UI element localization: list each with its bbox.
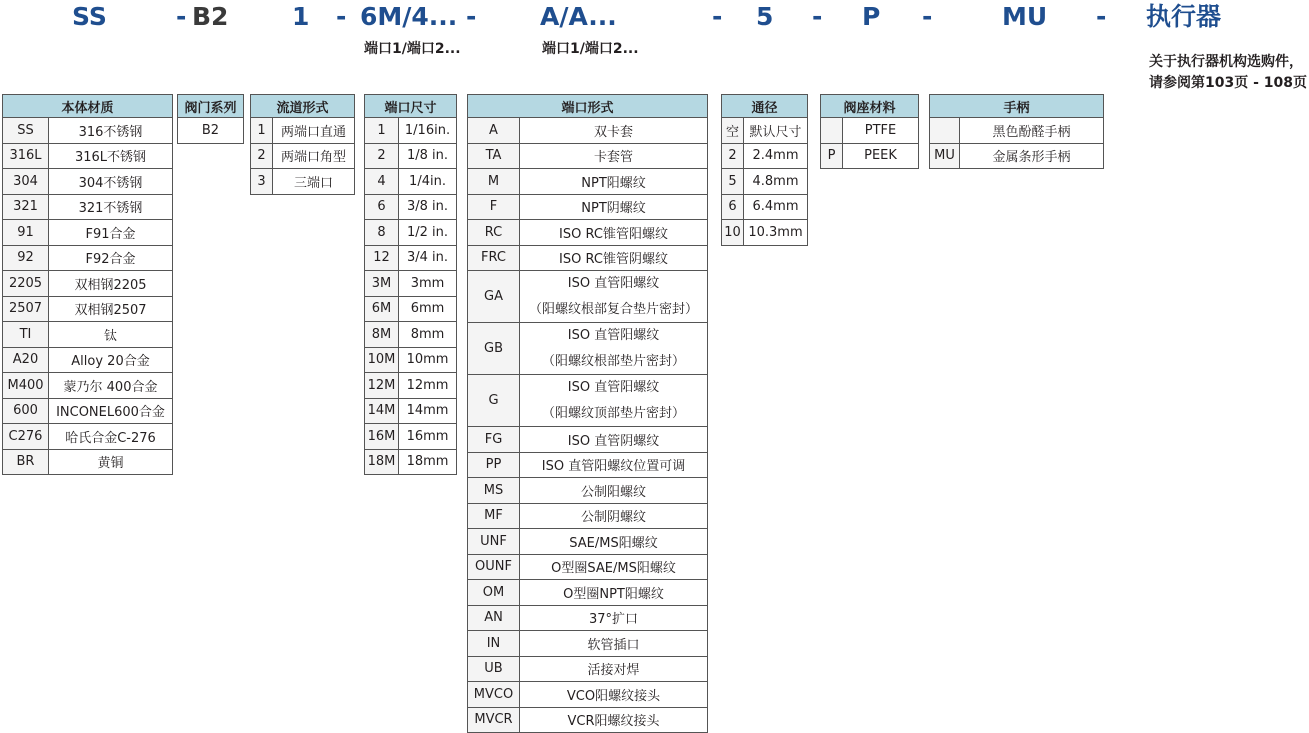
table-row: [468, 271, 708, 323]
table-row: [251, 118, 355, 144]
table-row: [365, 169, 457, 195]
option-description: VCO阳螺纹接头: [520, 682, 708, 708]
option-description: 304不锈钢: [49, 169, 173, 195]
option-code: P: [821, 143, 843, 169]
table-row: [468, 245, 708, 271]
seat-table: [820, 94, 919, 169]
actuator-note-line1: 关于执行器机构选购件，: [1148, 54, 1303, 70]
code-dash-1: -: [176, 2, 187, 31]
option-description: [520, 323, 708, 375]
option-code: 10: [722, 220, 744, 246]
seat-body: [821, 118, 919, 169]
option-description: 两端口角型: [273, 143, 355, 169]
port-body: [468, 118, 708, 733]
option-code: 2: [251, 143, 273, 169]
code-material: SS: [72, 2, 107, 31]
option-code: 3M: [365, 271, 399, 297]
table-row: [821, 143, 919, 169]
option-code: 3: [251, 169, 273, 195]
option-description: NPT阳螺纹: [520, 169, 708, 195]
table-row: [365, 424, 457, 450]
table-row: [3, 347, 173, 373]
option-description: 3mm: [399, 271, 457, 297]
option-code: GA: [468, 271, 520, 323]
code-dash-4: -: [712, 2, 723, 31]
code-port: A/A...: [540, 2, 617, 31]
series-title: 阀门系列: [178, 95, 244, 118]
table-row: [365, 296, 457, 322]
option-code: MVCR: [468, 707, 520, 733]
option-code: M400: [3, 373, 49, 399]
table-row: [468, 580, 708, 606]
option-description: O型圈SAE/MS阳螺纹: [520, 554, 708, 580]
option-description: ISO RC锥管阳螺纹: [520, 220, 708, 246]
option-code: IN: [468, 631, 520, 657]
table-row: [468, 427, 708, 453]
code-orifice: 5: [756, 2, 774, 31]
code-dash-5: -: [812, 2, 823, 31]
option-code: 12: [365, 245, 399, 271]
table-row: [251, 169, 355, 195]
option-code: 1: [365, 118, 399, 144]
port-type-note: 端口1/端口2...: [542, 41, 639, 57]
option-description: 1/8 in.: [399, 143, 457, 169]
table-row: [930, 118, 1104, 144]
option-description: 双卡套: [520, 118, 708, 144]
option-code: 600: [3, 398, 49, 424]
option-description: 316不锈钢: [49, 118, 173, 144]
option-code: 8M: [365, 322, 399, 348]
option-description: 蒙乃尔 400合金: [49, 373, 173, 399]
option-code: 2205: [3, 271, 49, 297]
option-description: VCR阳螺纹接头: [520, 707, 708, 733]
option-code: F: [468, 194, 520, 220]
option-code: C276: [3, 424, 49, 450]
description-line: ISO 直管阳螺纹: [567, 328, 660, 343]
option-description: F91合金: [49, 220, 173, 246]
option-code: [821, 118, 843, 144]
option-description: SAE/MS阳螺纹: [520, 529, 708, 555]
handle-title: 手柄: [930, 95, 1104, 118]
option-description: 10mm: [399, 347, 457, 373]
option-description: [520, 375, 708, 427]
option-code: BR: [3, 449, 49, 475]
flow-table: [250, 94, 355, 195]
orifice-title: 通径: [722, 95, 808, 118]
table-row: [365, 347, 457, 373]
material-table: [2, 94, 173, 475]
size-body: [365, 118, 457, 475]
option-code: FRC: [468, 245, 520, 271]
size-title: 端口尺寸: [365, 95, 457, 118]
table-row: [3, 194, 173, 220]
table-row: [3, 449, 173, 475]
option-description: 默认尺寸: [744, 118, 808, 144]
option-description: 公制阳螺纹: [520, 478, 708, 504]
code-dash-6: -: [922, 2, 933, 31]
option-code: 12M: [365, 373, 399, 399]
option-code: 6M: [365, 296, 399, 322]
table-row: [468, 194, 708, 220]
option-code: 5: [722, 169, 744, 195]
description-note: （阳螺纹顶部垫片密封）: [542, 405, 686, 421]
option-description: 软管插口: [520, 631, 708, 657]
option-description: B2: [178, 118, 244, 144]
option-description: 10.3mm: [744, 220, 808, 246]
orifice-body: [722, 118, 808, 246]
option-description: 16mm: [399, 424, 457, 450]
option-code: A: [468, 118, 520, 144]
table-row: [821, 118, 919, 144]
description-note: （阳螺纹根部垫片密封）: [542, 353, 686, 369]
option-description: ISO 直管阴螺纹: [520, 427, 708, 453]
option-description: [520, 271, 708, 323]
table-row: [468, 452, 708, 478]
table-row: [3, 118, 173, 144]
table-row: [365, 118, 457, 144]
option-description: 8mm: [399, 322, 457, 348]
table-row: [3, 398, 173, 424]
option-code: 2: [365, 143, 399, 169]
actuator-note-line2: 请参阅第103页 - 108页: [1148, 75, 1307, 91]
table-row: [468, 220, 708, 246]
table-row: [365, 449, 457, 475]
table-row: [468, 503, 708, 529]
option-code: MVCO: [468, 682, 520, 708]
table-row: [468, 529, 708, 555]
option-code: RC: [468, 220, 520, 246]
option-code: [930, 118, 960, 144]
option-code: 92: [3, 245, 49, 271]
option-code: 316L: [3, 143, 49, 169]
size-table: [364, 94, 457, 475]
option-description: 1/16in.: [399, 118, 457, 144]
option-description: 双相钢2507: [49, 296, 173, 322]
option-code: 6: [722, 194, 744, 220]
option-code: 2: [722, 143, 744, 169]
option-code: SS: [3, 118, 49, 144]
table-row: [365, 398, 457, 424]
table-row: [468, 323, 708, 375]
option-description: 3/8 in.: [399, 194, 457, 220]
code-size: 6M/4...: [360, 2, 458, 31]
table-row: [3, 169, 173, 195]
table-row: [365, 143, 457, 169]
actuator-note: [1149, 52, 1307, 94]
option-code: 91: [3, 220, 49, 246]
option-description: 37°扩口: [520, 605, 708, 631]
table-row: [365, 322, 457, 348]
option-code: UB: [468, 656, 520, 682]
table-row: [3, 245, 173, 271]
option-description: ISO 直管阳螺纹位置可调: [520, 452, 708, 478]
option-description: 12mm: [399, 373, 457, 399]
table-row: [3, 322, 173, 348]
code-handle: MU: [1002, 2, 1048, 31]
code-seat: P: [862, 2, 881, 31]
code-dash-7: -: [1096, 2, 1107, 31]
port-title: 端口形式: [468, 95, 708, 118]
option-code: 321: [3, 194, 49, 220]
table-row: [468, 656, 708, 682]
table-row: [365, 373, 457, 399]
option-description: 黑色酚醛手柄: [960, 118, 1104, 144]
option-code: 1: [251, 118, 273, 144]
table-row: [468, 375, 708, 427]
code-actuator: 执行器: [1146, 2, 1222, 31]
table-row: [722, 118, 808, 144]
option-code: FG: [468, 427, 520, 453]
option-code: 18M: [365, 449, 399, 475]
table-row: [468, 554, 708, 580]
seat-title: 阀座材料: [821, 95, 919, 118]
table-row: [468, 631, 708, 657]
option-description: 钛: [49, 322, 173, 348]
option-code: G: [468, 375, 520, 427]
option-code: 16M: [365, 424, 399, 450]
option-code: GB: [468, 323, 520, 375]
material-body: [3, 118, 173, 475]
table-row: [3, 424, 173, 450]
table-row: [468, 478, 708, 504]
table-row: [365, 220, 457, 246]
series-table: [177, 94, 244, 144]
option-code: 4: [365, 169, 399, 195]
port-size-note: 端口1/端口2...: [364, 41, 461, 57]
option-description: NPT阴螺纹: [520, 194, 708, 220]
table-row: [722, 220, 808, 246]
series-body: [178, 118, 244, 144]
table-row: [251, 143, 355, 169]
option-code: MF: [468, 503, 520, 529]
code-flow: 1: [292, 2, 310, 31]
table-row: [722, 194, 808, 220]
table-row: [468, 118, 708, 144]
option-code: OUNF: [468, 554, 520, 580]
table-row: [722, 143, 808, 169]
option-description: 316L不锈钢: [49, 143, 173, 169]
table-row: [468, 169, 708, 195]
option-description: 三端口: [273, 169, 355, 195]
option-code: 14M: [365, 398, 399, 424]
option-description: 2.4mm: [744, 143, 808, 169]
flow-body: [251, 118, 355, 195]
option-code: M: [468, 169, 520, 195]
option-description: 18mm: [399, 449, 457, 475]
table-row: [3, 296, 173, 322]
option-description: 1/4in.: [399, 169, 457, 195]
option-code: AN: [468, 605, 520, 631]
option-description: 6mm: [399, 296, 457, 322]
option-code: 空: [722, 118, 744, 144]
table-row: [365, 194, 457, 220]
code-dash-3: -: [466, 2, 477, 31]
option-description: 两端口直通: [273, 118, 355, 144]
table-row: [930, 143, 1104, 169]
table-row: [468, 682, 708, 708]
option-code: 8: [365, 220, 399, 246]
description-note: （阳螺纹根部复合垫片密封）: [529, 301, 699, 317]
option-code: 304: [3, 169, 49, 195]
option-code: OM: [468, 580, 520, 606]
material-title: 本体材质: [3, 95, 173, 118]
option-description: INCONEL600合金: [49, 398, 173, 424]
option-code: UNF: [468, 529, 520, 555]
option-description: 双相钢2205: [49, 271, 173, 297]
option-description: 321不锈钢: [49, 194, 173, 220]
option-code: MU: [930, 143, 960, 169]
option-description: O型圈NPT阳螺纹: [520, 580, 708, 606]
option-code: PP: [468, 452, 520, 478]
option-description: PEEK: [843, 143, 919, 169]
option-description: PTFE: [843, 118, 919, 144]
handle-body: [930, 118, 1104, 169]
option-description: 哈氏合金C-276: [49, 424, 173, 450]
option-code: MS: [468, 478, 520, 504]
table-row: [3, 271, 173, 297]
table-row: [722, 169, 808, 195]
option-description: 3/4 in.: [399, 245, 457, 271]
table-row: [468, 605, 708, 631]
option-description: 6.4mm: [744, 194, 808, 220]
table-row: [3, 220, 173, 246]
description-line: ISO 直管阳螺纹: [567, 380, 660, 395]
option-description: 1/2 in.: [399, 220, 457, 246]
option-code: A20: [3, 347, 49, 373]
option-description: Alloy 20合金: [49, 347, 173, 373]
table-row: [365, 245, 457, 271]
option-code: TI: [3, 322, 49, 348]
handle-table: [929, 94, 1104, 169]
option-description: 卡套管: [520, 143, 708, 169]
option-description: 黄铜: [49, 449, 173, 475]
option-description: 公制阴螺纹: [520, 503, 708, 529]
code-dash-2: -: [336, 2, 347, 31]
port-table: [467, 94, 708, 733]
code-series: B2: [192, 2, 229, 31]
option-description: 14mm: [399, 398, 457, 424]
orifice-table: [721, 94, 808, 246]
option-code: TA: [468, 143, 520, 169]
option-description: 活接对焊: [520, 656, 708, 682]
flow-title: 流道形式: [251, 95, 355, 118]
table-row: [3, 373, 173, 399]
table-row: [365, 271, 457, 297]
table-row: [468, 707, 708, 733]
table-row: [468, 143, 708, 169]
option-description: 金属条形手柄: [960, 143, 1104, 169]
option-code: 2507: [3, 296, 49, 322]
option-description: ISO RC锥管阴螺纹: [520, 245, 708, 271]
option-description: 4.8mm: [744, 169, 808, 195]
table-row: [178, 118, 244, 144]
option-description: F92合金: [49, 245, 173, 271]
option-code: 6: [365, 194, 399, 220]
description-line: ISO 直管阳螺纹: [567, 276, 660, 291]
option-code: 10M: [365, 347, 399, 373]
table-row: [3, 143, 173, 169]
